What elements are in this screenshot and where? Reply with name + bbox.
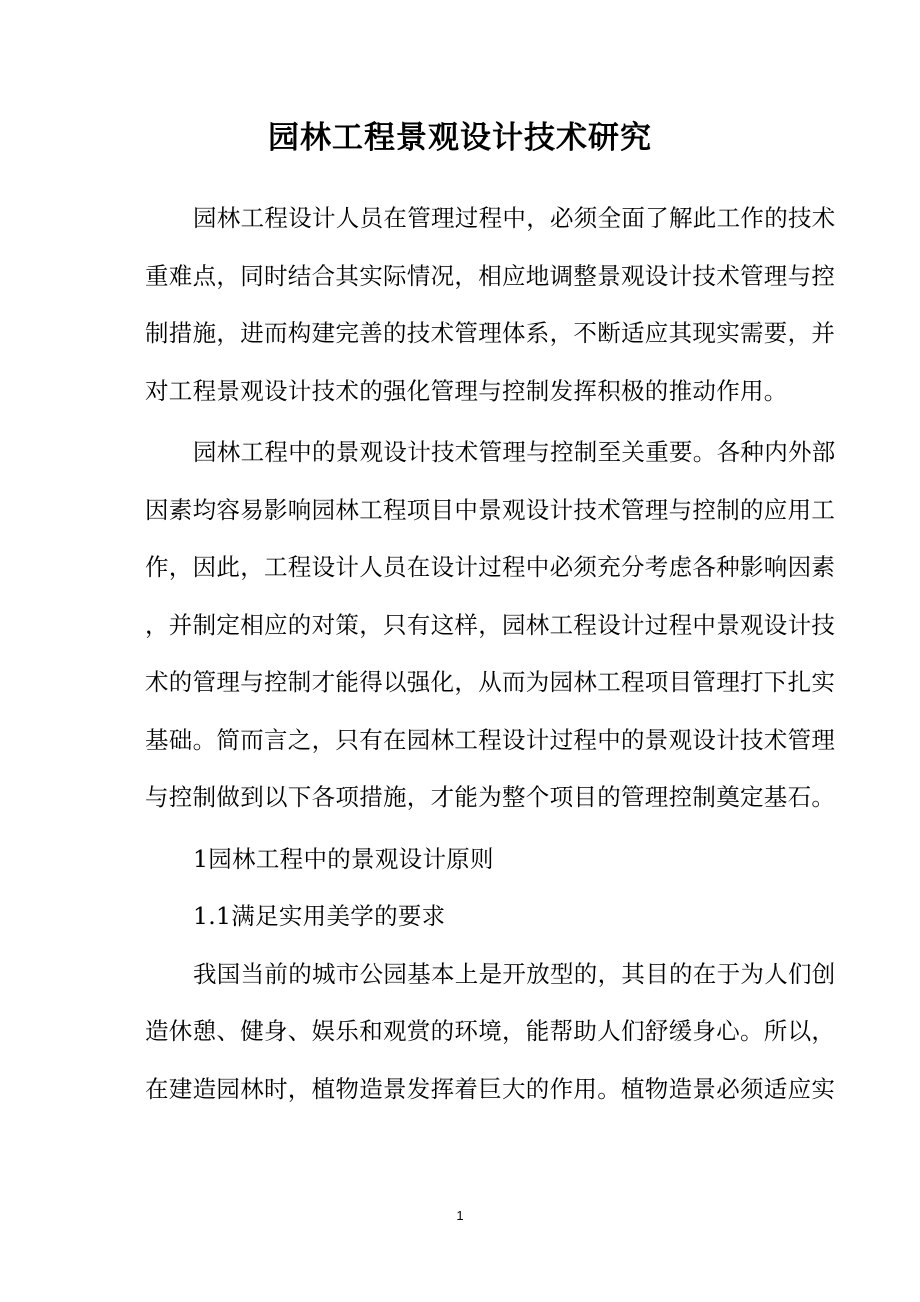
text-line: 重难点，同时结合其实际情况，相应地调整景观设计技术管理与控	[145, 261, 836, 290]
text-line: 对工程景观设计技术的强化管理与控制发挥积极的推动作用。	[145, 376, 788, 405]
text-line: ，并制定相应的对策，只有这样，园林工程设计过程中景观设计技	[145, 610, 836, 639]
text-line: 制措施，进而构建完善的技术管理体系，不断适应其现实需要，并	[145, 319, 836, 347]
paragraph	[145, 196, 836, 426]
text-line: 术的管理与控制才能得以强化，从而为园林工程项目管理打下扎实	[145, 668, 836, 696]
text-line: 我国当前的城市公园基本上是开放型的，其目的在于为人们创	[193, 959, 836, 988]
text-line: 造休憩、健身、娱乐和观赏的环境，能帮助人们舒缓身心。所以，	[145, 1017, 836, 1045]
text-line: 园林工程中的景观设计技术管理与控制至关重要。各种内外部	[193, 438, 836, 466]
document-body	[145, 196, 836, 1124]
text-line: 园林工程设计人员在管理过程中，必须全面了解此工作的技术	[193, 204, 836, 232]
paragraph	[145, 952, 836, 1125]
text-line: 因素均容易影响园林工程项目中景观设计技术管理与控制的应用工	[145, 495, 836, 524]
paragraph	[145, 430, 836, 833]
text-line: 基础。简而言之，只有在园林工程设计过程中的景观设计技术管理	[145, 725, 836, 754]
text-line: 在建造园林时，植物造景发挥着巨大的作用。植物造景必须适应实	[145, 1074, 836, 1103]
text-line: 1.1满足实用美学的要求	[193, 902, 446, 930]
text-line: 1园林工程中的景观设计原则	[193, 844, 494, 873]
text-line: 作，因此，工程设计人员在设计过程中必须充分考虑各种影响因素	[145, 553, 836, 581]
page-number: 1	[456, 1208, 464, 1223]
paragraph	[145, 894, 771, 952]
text-line: 与控制做到以下各项措施，才能为整个项目的管理控制奠定基石。	[145, 783, 836, 811]
paragraph	[145, 837, 771, 895]
document-title: 园林工程景观设计技术研究	[268, 120, 652, 156]
